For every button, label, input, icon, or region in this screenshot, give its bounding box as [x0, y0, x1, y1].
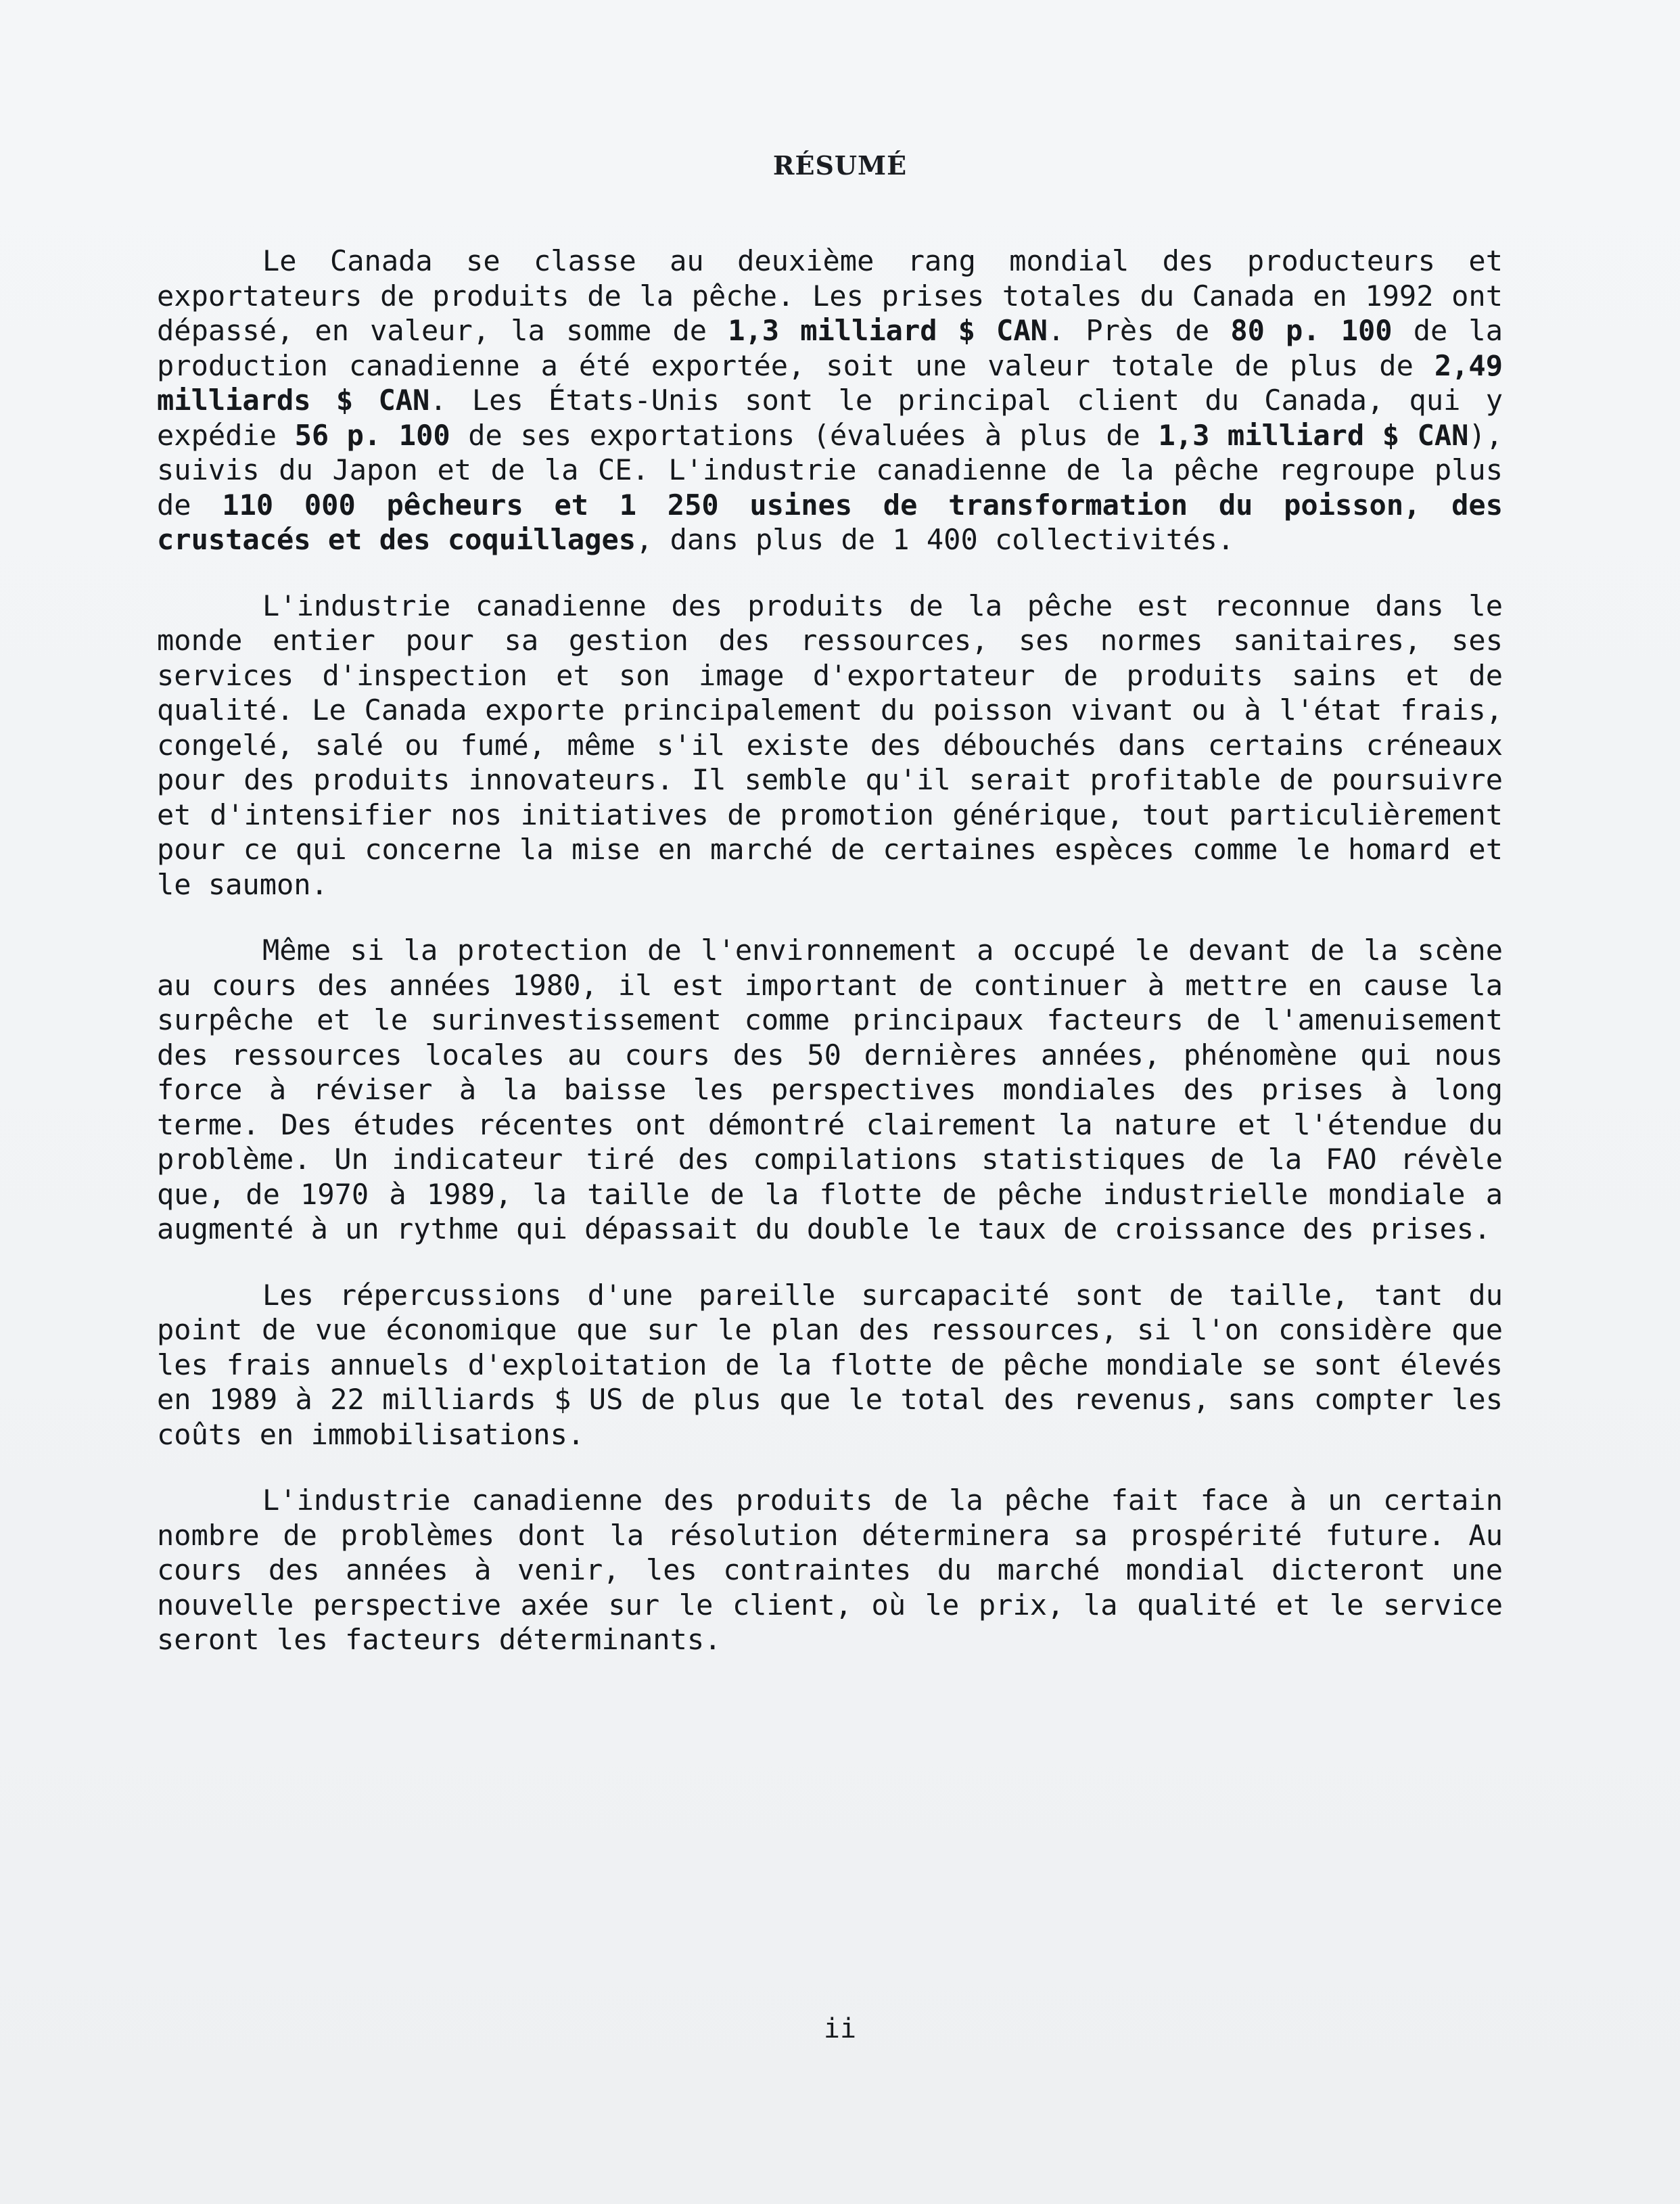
text-run: de la production canadienne a été exportée, soit une valeur totale de plus de [157, 314, 1503, 382]
bold-text-run: 80 p. 100 [1230, 314, 1393, 347]
text-run: ), suivis du Japon et de la CE. L'industrie canadienne de la pêche regroupe plus de [157, 418, 1503, 522]
page-number: ii [823, 2013, 857, 2044]
paragraph [157, 1483, 1503, 1657]
text-run: , dans plus de 1 400 collectivités. [636, 523, 1235, 556]
text-run: Même si la protection de l'environnement a occupé le devant de la scène au cours des années 1980, il est important de continuer à mettre en cause la surpêche et le surinvestissement comme principaux facteurs de l'amenuisement des ressources locales au cours des 50 dernières années, phénomène qui nous force à réviser à la baisse les perspectives mondiales des prises à long terme. Des études récentes ont démontré clairement la nature et l'étendue du problème. Un indicateur tiré des compilations statistiques de la FAO révèle que, de 1970 à 1989, la taille de la flotte de pêche industrielle mondiale a augmenté à un rythme qui dépassait du double le taux de croissance des prises. [157, 934, 1503, 1245]
bold-text-run: 1,3 milliard $ CAN [1158, 418, 1469, 452]
text-run: de ses exportations (évaluées à plus de [450, 418, 1159, 452]
paragraph [157, 933, 1503, 1247]
page-title: RÉSUMÉ [772, 150, 908, 181]
paragraph [157, 589, 1503, 902]
bold-text-run: 110 000 pêcheurs et 1 250 usines de transformation du poisson, des crustacés et des coquillages [157, 488, 1503, 556]
bold-text-run: 1,3 milliard $ CAN [728, 314, 1048, 347]
text-run: L'industrie canadienne des produits de la pêche est reconnue dans le monde entier pour sa gestion des ressources, ses normes sanitaires, ses services d'inspection et son image d'exportateur de produits sains et de qualité. Le Canada exporte principalement du poisson vivant ou à l'état frais, congelé, salé ou fumé, même s'il existe des débouchés dans certains créneaux pour des produits innovateurs. Il semble qu'il serait profitable de poursuivre et d'intensifier nos initiatives de promotion générique, tout particulièrement pour ce qui concerne la mise en marché de certaines espèces comme le homard et le saumon. [157, 589, 1503, 901]
paragraph [157, 244, 1503, 557]
text-run: Le Canada se classe au deuxième rang mondial des producteurs et exportateurs de produits de la pêche. Les prises totales du Canada en 1992 ont dépassé, en valeur, la somme de [157, 244, 1503, 347]
text-run: Les répercussions d'une pareille surcapacité sont de taille, tant du point de vue économique que sur le plan des ressources, si l'on considère que les frais annuels d'exploitation de la flotte de pêche mondiale se sont élevés en 1989 à 22 milliards $ US de plus que le total des revenus, sans compter les coûts en immobilisations. [157, 1278, 1503, 1451]
text-run: . Près de [1047, 314, 1231, 347]
text-run: . Les États-Unis sont le principal client du Canada, qui y expédie [157, 384, 1503, 452]
bold-text-run: 2,49 milliards $ CAN [157, 348, 1503, 417]
bold-text-run: 56 p. 100 [294, 418, 450, 452]
text-run: L'industrie canadienne des produits de la pêche fait face à un certain nombre de problèmes dont la résolution déterminera sa prospérité future. Au cours des années à venir, les contraintes du marché mondial dicteront une nouvelle perspective axée sur le client, où le prix, la qualité et le service seront les facteurs déterminants. [157, 1484, 1503, 1656]
paragraph [157, 1278, 1503, 1452]
document-body [157, 244, 1503, 1689]
